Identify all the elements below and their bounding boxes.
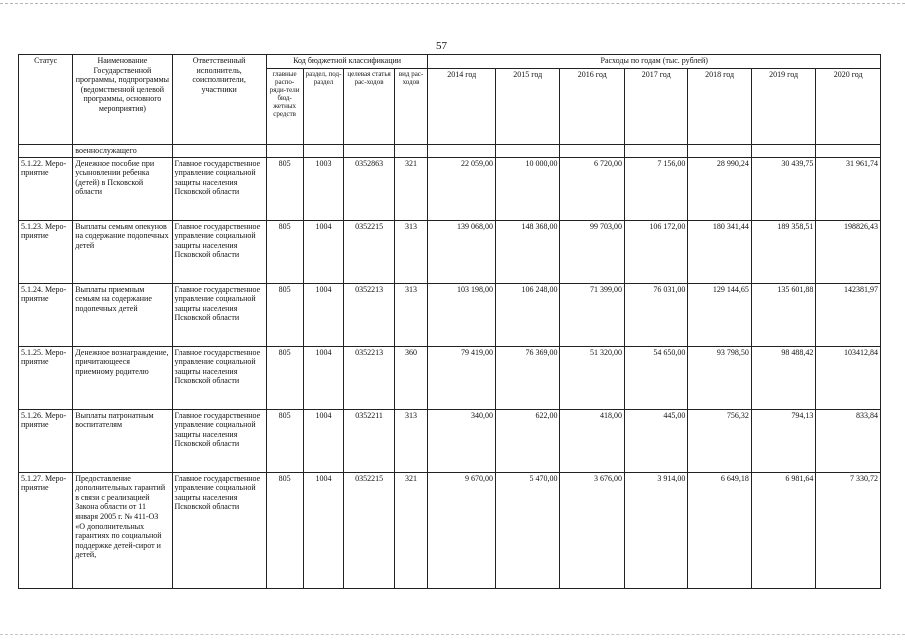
value-2015: 148 368,00 xyxy=(495,220,559,283)
header-row-top xyxy=(19,55,881,69)
table-cell xyxy=(495,145,559,158)
executor-cell: Главное государственное управление социальной защиты населения Псковской области xyxy=(172,157,266,220)
value-2019: 6 981,64 xyxy=(751,472,815,588)
value-2015: 5 470,00 xyxy=(495,472,559,588)
executor-cell: Главное государственное управление социальной защиты населения Псковской области xyxy=(172,283,266,346)
table-cell xyxy=(816,145,881,158)
value-2016: 71 399,00 xyxy=(560,283,624,346)
value-2015: 10 000,00 xyxy=(495,157,559,220)
table-row xyxy=(19,409,881,472)
grbs-cell: 805 xyxy=(266,283,303,346)
status-cell: 5.1.25. Меро-приятие xyxy=(19,346,73,409)
table-cell xyxy=(751,145,815,158)
value-2017: 54 650,00 xyxy=(624,346,687,409)
table-row xyxy=(19,157,881,220)
executor-cell: Главное государственное управление социальной защиты населения Псковской области xyxy=(172,409,266,472)
expense-type-header: вид рас-ходов xyxy=(394,69,428,145)
section-cell: 1004 xyxy=(303,472,344,588)
executor-header: Ответственный исполнитель, соисполнители, участники xyxy=(172,55,266,145)
table-cell xyxy=(266,145,303,158)
table-cell xyxy=(394,145,428,158)
value-2016: 418,00 xyxy=(560,409,624,472)
value-2015: 622,00 xyxy=(495,409,559,472)
year-header-2016: 2016 год xyxy=(560,69,624,145)
executor-cell: Главное государственное управление социальной защиты населения Псковской области xyxy=(172,346,266,409)
status-cell: 5.1.24. Меро-приятие xyxy=(19,283,73,346)
status-cell: 5.1.22. Меро-приятие xyxy=(19,157,73,220)
type-cell: 321 xyxy=(394,157,428,220)
table-cell xyxy=(688,145,751,158)
value-2020: 103412,84 xyxy=(816,346,881,409)
status-cell: 5.1.23. Меро-приятие xyxy=(19,220,73,283)
target-cell: 0352863 xyxy=(344,157,394,220)
name-cell: Выплаты патронатным воспитателям xyxy=(73,409,172,472)
value-2019: 135 601,88 xyxy=(751,283,815,346)
value-2016: 51 320,00 xyxy=(560,346,624,409)
table-cell xyxy=(428,145,496,158)
target-cell: 0352215 xyxy=(344,472,394,588)
table-row xyxy=(19,346,881,409)
table-cell xyxy=(344,145,394,158)
year-header-2014: 2014 год xyxy=(428,69,496,145)
table-cell xyxy=(172,145,266,158)
value-2017: 445,00 xyxy=(624,409,687,472)
value-2018: 129 144,65 xyxy=(688,283,751,346)
type-cell: 313 xyxy=(394,220,428,283)
grbs-cell: 805 xyxy=(266,409,303,472)
value-2014: 139 068,00 xyxy=(428,220,496,283)
value-2017: 76 031,00 xyxy=(624,283,687,346)
target-cell: 0352213 xyxy=(344,346,394,409)
value-2014: 79 419,00 xyxy=(428,346,496,409)
value-2016: 3 676,00 xyxy=(560,472,624,588)
table-row xyxy=(19,472,881,588)
page-number: 57 xyxy=(436,40,447,52)
value-2017: 7 156,00 xyxy=(624,157,687,220)
executor-cell: Главное государственное управление социальной защиты населения Псковской области xyxy=(172,472,266,588)
status-cell: 5.1.26. Меро-приятие xyxy=(19,409,73,472)
value-2017: 106 172,00 xyxy=(624,220,687,283)
name-cell: Выплаты приемным семьям на содержание подопечных детей xyxy=(73,283,172,346)
target-cell: 0352213 xyxy=(344,283,394,346)
value-2020: 7 330,72 xyxy=(816,472,881,588)
section-cell: 1004 xyxy=(303,283,344,346)
value-2020: 142381,97 xyxy=(816,283,881,346)
year-header-2018: 2018 год xyxy=(688,69,751,145)
name-cell: Выплаты семьям опекунов на содержание подопечных детей xyxy=(73,220,172,283)
expenses-header: Расходы по годам (тыс. рублей) xyxy=(428,55,881,69)
name-header: Наименование Государственной программы, подпрограммы (ведомственной целевой программы, основного мероприятия) xyxy=(73,55,172,145)
value-2020: 833,84 xyxy=(816,409,881,472)
value-2015: 106 248,00 xyxy=(495,283,559,346)
type-cell: 321 xyxy=(394,472,428,588)
value-2018: 6 649,18 xyxy=(688,472,751,588)
value-2014: 340,00 xyxy=(428,409,496,472)
section-cell: 1004 xyxy=(303,346,344,409)
table-cell xyxy=(560,145,624,158)
value-2018: 28 990,24 xyxy=(688,157,751,220)
year-header-2015: 2015 год xyxy=(495,69,559,145)
value-2018: 93 798,50 xyxy=(688,346,751,409)
value-2014: 9 670,00 xyxy=(428,472,496,588)
table-cell xyxy=(19,145,73,158)
value-2020: 198826,43 xyxy=(816,220,881,283)
bottom-edge-line xyxy=(0,634,905,635)
continuation-row xyxy=(19,145,881,158)
executor-cell: Главное государственное управление социальной защиты населения Псковской области xyxy=(172,220,266,283)
grbs-cell: 805 xyxy=(266,346,303,409)
value-2017: 3 914,00 xyxy=(624,472,687,588)
year-header-2019: 2019 год xyxy=(751,69,815,145)
grbs-cell: 805 xyxy=(266,220,303,283)
grbs-cell: 805 xyxy=(266,157,303,220)
table-row xyxy=(19,283,881,346)
table-cell xyxy=(303,145,344,158)
type-cell: 313 xyxy=(394,283,428,346)
continuation-text: военнослужащего xyxy=(73,145,172,158)
type-cell: 360 xyxy=(394,346,428,409)
target-article-header: целевая статья рас-ходов xyxy=(344,69,394,145)
value-2014: 103 198,00 xyxy=(428,283,496,346)
section-cell: 1004 xyxy=(303,220,344,283)
status-cell: 5.1.27. Меро-приятие xyxy=(19,472,73,588)
budget-code-header: Код бюджетной классификации xyxy=(266,55,428,69)
year-header-2017: 2017 год xyxy=(624,69,687,145)
value-2019: 189 358,51 xyxy=(751,220,815,283)
table-cell xyxy=(624,145,687,158)
value-2019: 98 488,42 xyxy=(751,346,815,409)
value-2020: 31 961,74 xyxy=(816,157,881,220)
name-cell: Денежное пособие при усыновлении ребенка (детей) в Псковской области xyxy=(73,157,172,220)
section-cell: 1004 xyxy=(303,409,344,472)
target-cell: 0352215 xyxy=(344,220,394,283)
value-2019: 794,13 xyxy=(751,409,815,472)
value-2014: 22 059,00 xyxy=(428,157,496,220)
value-2016: 99 703,00 xyxy=(560,220,624,283)
grbs-header: главные распо-ряди-тели бюд-жетных средств xyxy=(266,69,303,145)
value-2019: 30 439,75 xyxy=(751,157,815,220)
name-cell: Денежное вознаграждение, причитающееся приемному родителю xyxy=(73,346,172,409)
value-2015: 76 369,00 xyxy=(495,346,559,409)
section-header: раздел, под-раздел xyxy=(303,69,344,145)
value-2018: 180 341,44 xyxy=(688,220,751,283)
budget-table xyxy=(18,54,881,589)
top-edge-line xyxy=(0,3,905,4)
type-cell: 313 xyxy=(394,409,428,472)
table-row xyxy=(19,220,881,283)
year-header-2020: 2020 год xyxy=(816,69,881,145)
status-header: Статус xyxy=(19,55,73,145)
value-2018: 756,32 xyxy=(688,409,751,472)
section-cell: 1003 xyxy=(303,157,344,220)
name-cell: Предоставление дополнительных гарантий в связи с реализацией Закона области от 11 января 2005 г. № 411-ОЗ «О дополнительных гарантиях по социальной поддержке детей-сирот и детей, xyxy=(73,472,172,588)
value-2016: 6 720,00 xyxy=(560,157,624,220)
target-cell: 0352211 xyxy=(344,409,394,472)
grbs-cell: 805 xyxy=(266,472,303,588)
